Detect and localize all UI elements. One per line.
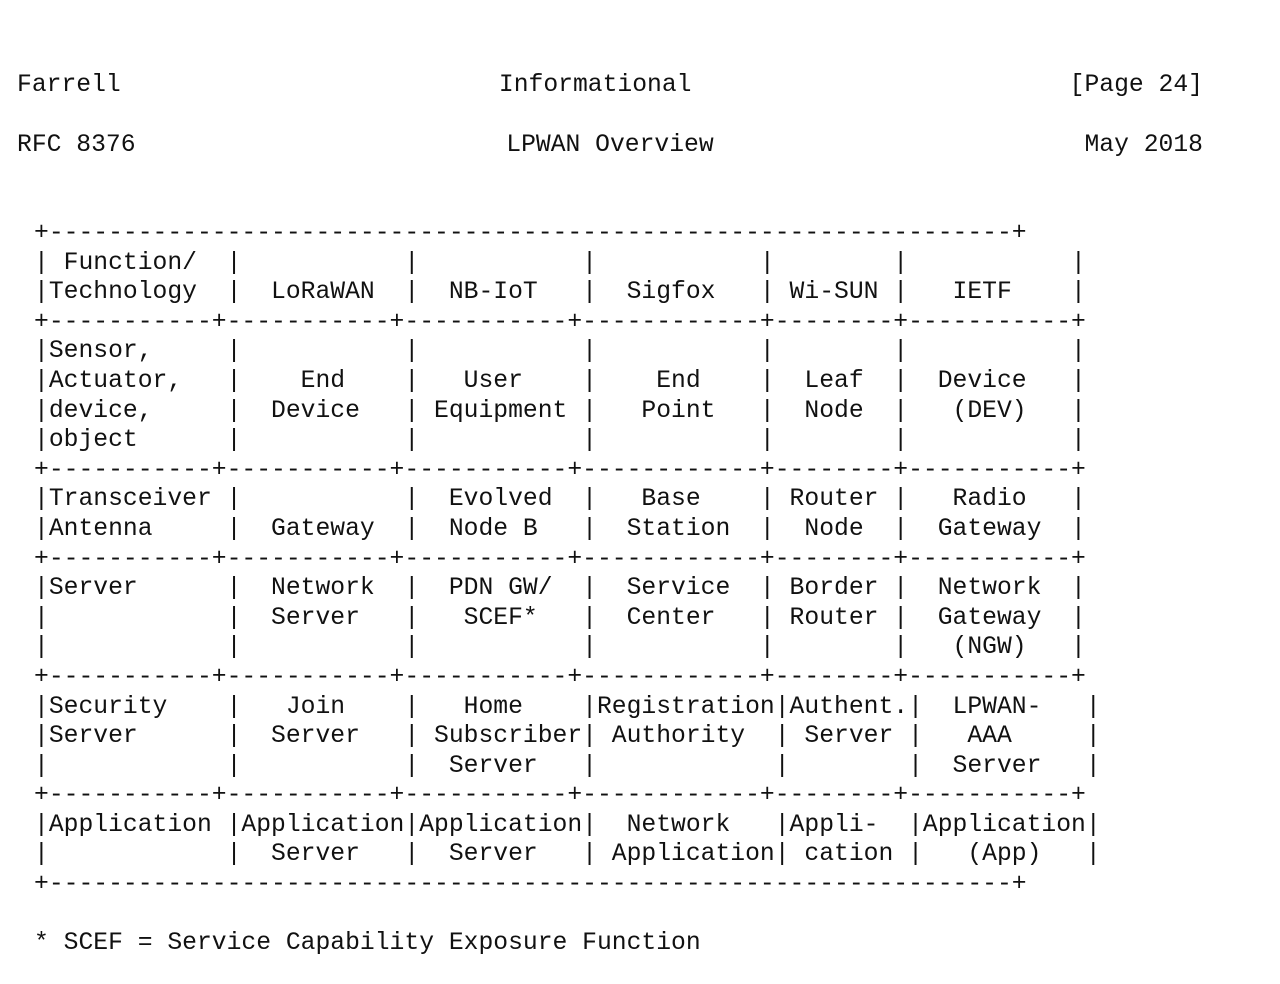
footer-author: Farrell bbox=[17, 71, 121, 99]
page-header bbox=[17, 130, 1203, 160]
footer-category: Informational bbox=[498, 71, 692, 99]
footer-page-number: [Page 24] bbox=[1069, 71, 1203, 99]
terminology-mapping-table: +-----------------------------------------------------------------+ | Function/ | | | | | | |Technology | LoRaWAN | NB-IoT | Sigfox | Wi-SUN | IETF | +-----------+-----------+-----------+------------+--------+-----------+ |Sensor, | | | | | | |Actuator, | End | User | End | Leaf | Device | |device, | Device | Equipment | Point | Node | (DEV) | |object | | | | | | +-----------+-----------+-----------+------------+--------+-----------+ |Transceiver | | Evolved | Base | Router | Radio | |Antenna | Gateway | Node B | Station | Node | Gateway | +-----------+-----------+-----------+------------+--------+-----------+ |Server | Network | PDN GW/ | Service | Border | Network | | | Server | SCEF* | Center | Router | Gateway | | | | | | | (NGW) | +-----------+-----------+-----------+------------+--------+-----------+ |Security | Join | Home |Registration|Authent.| LPWAN- | |Server | Server | Subscriber| Authority | Server | AAA | | | | Server | | | Server | +-----------+-----------+-----------+------------+--------+-----------+ |Application |Application|Application| Network |Appli- |Application| | | Server | Server | Application| cation | (App) | +-----------------------------------------------------------------+ bbox=[34, 219, 1101, 899]
header-date: May 2018 bbox=[1084, 131, 1203, 159]
page-footer bbox=[17, 70, 1203, 100]
footnote: * SCEF = Service Capability Exposure Function bbox=[34, 929, 701, 957]
header-rfc-number: RFC 8376 bbox=[17, 131, 136, 159]
header-title: LPWAN Overview bbox=[506, 131, 714, 159]
